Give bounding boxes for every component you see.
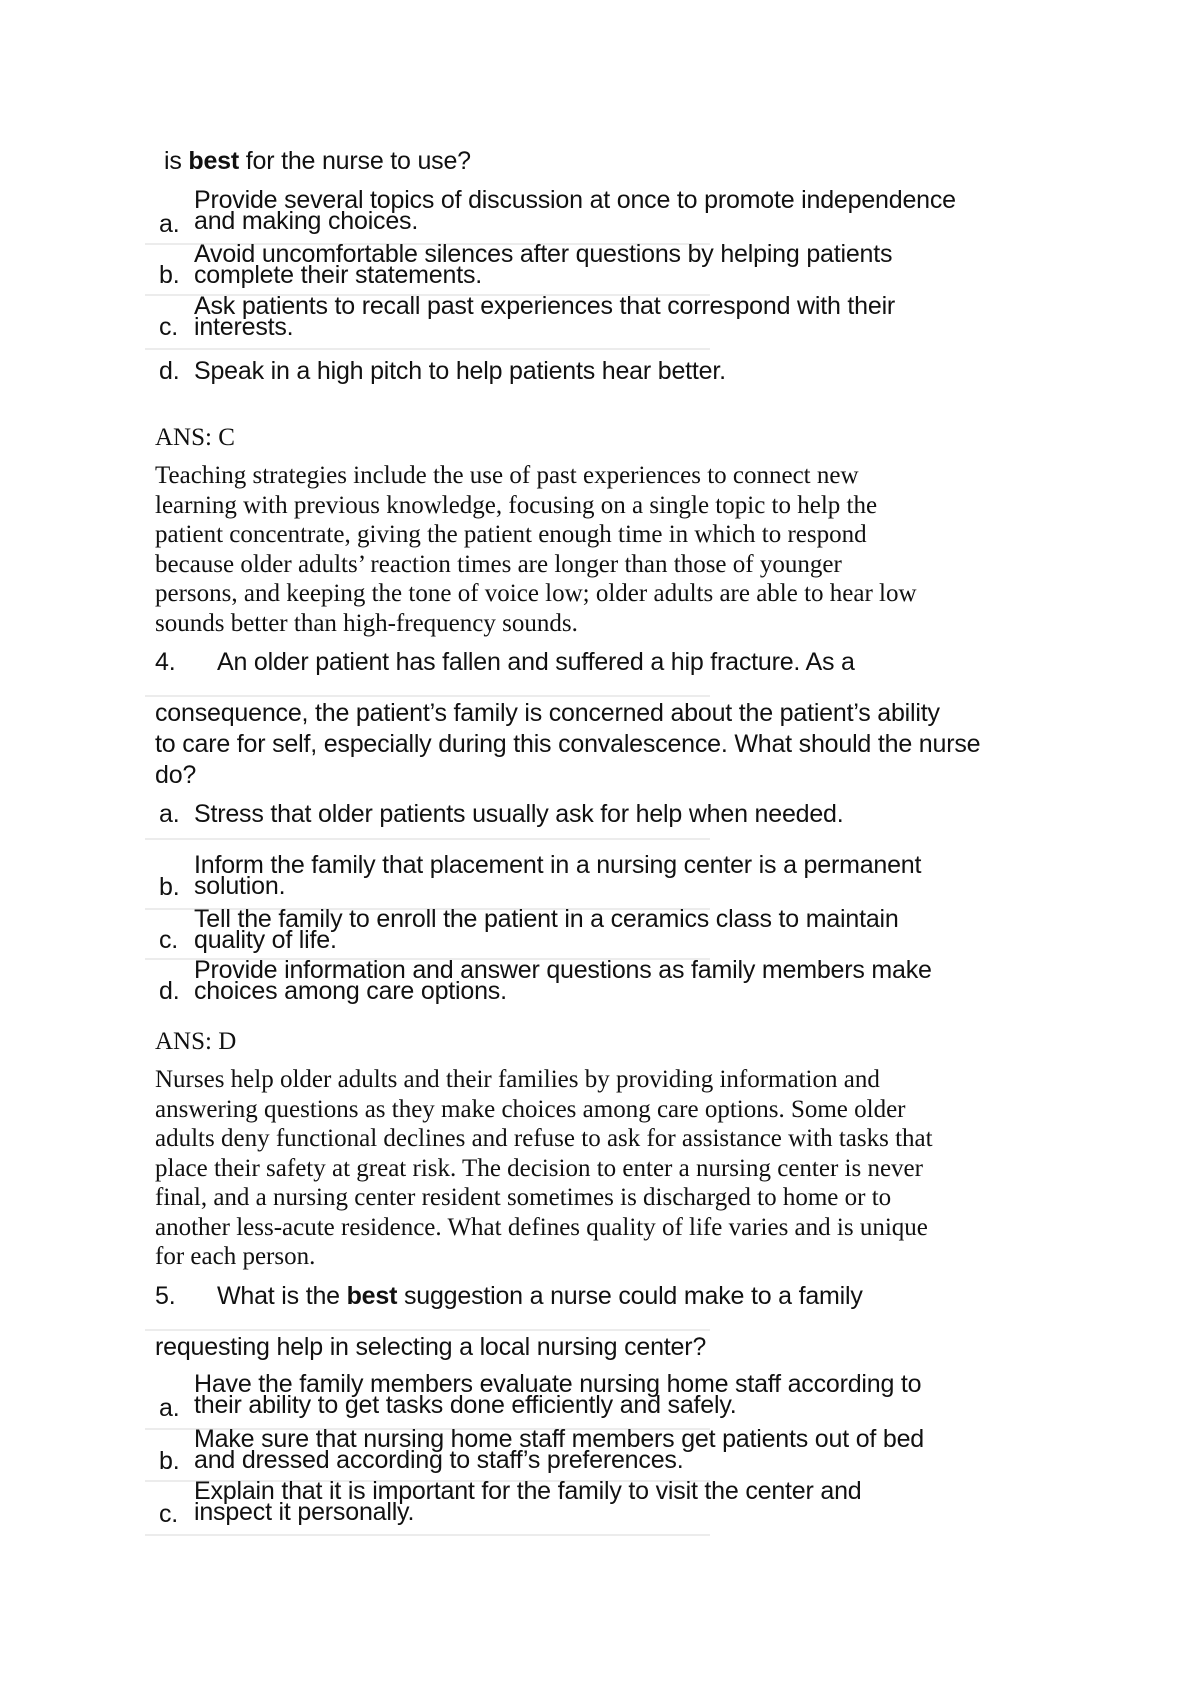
rationale-line: learning with previous knowledge, focusing on a single topic to help the (155, 491, 878, 519)
option-letter: b. (159, 873, 180, 901)
rationale-line: for each person. (155, 1243, 316, 1270)
divider (145, 838, 710, 840)
option-line: and dressed according to staff’s preferences. (194, 1446, 684, 1474)
option-letter: c. (159, 313, 179, 341)
stem-text-end: suggestion a nurse could make to a family (397, 1282, 863, 1310)
stem-text: What is the (217, 1282, 347, 1310)
q5-number: 5. (155, 1282, 176, 1310)
stem-bold: best (346, 1282, 398, 1310)
option-text (194, 1477, 862, 1526)
option-line: inspect it personally. (194, 1498, 415, 1526)
option-line: their ability to get tasks done efficiently and safely. (194, 1391, 737, 1419)
divider (145, 1534, 710, 1536)
option-text (194, 1370, 922, 1419)
option-text (194, 240, 893, 289)
q3-stem-text: is (164, 147, 189, 175)
option-letter: b. (159, 261, 180, 289)
divider (145, 348, 710, 350)
option-text (194, 186, 956, 235)
rationale-line: persons, and keeping the tone of voice low; older adults are able to hear low (155, 580, 917, 607)
q4-rationale (155, 1065, 1045, 1272)
option-line: and making choices. (194, 207, 419, 235)
rationale-line: patient concentrate, giving the patient enough time in which to respond (155, 521, 867, 548)
option-letter: a. (159, 210, 180, 238)
option-letter: b. (159, 1447, 180, 1475)
divider (145, 1329, 710, 1331)
q4-answer: ANS: D (155, 1028, 237, 1055)
option-text: Speak in a high pitch to help patients hear better. (194, 357, 726, 385)
q3-stem-text-end: for the nurse to use? (239, 147, 471, 175)
option-text: Stress that older patients usually ask for help when needed. (194, 800, 844, 828)
option-line: Provide several topics of discussion at once to promote independence (194, 186, 956, 214)
option-line: Provide information and answer questions as family members make (194, 956, 932, 984)
option-line: Have the family members evaluate nursing home staff according to (194, 1370, 922, 1398)
rationale-line: another less-acute residence. What defines quality of life varies and is unique (155, 1213, 928, 1241)
option-line: Make sure that nursing home staff members get patients out of bed (194, 1425, 925, 1453)
option-line: complete their statements. (194, 261, 482, 289)
option-text (194, 956, 932, 1005)
option-letter: a. (159, 1394, 180, 1422)
option-line: interests. (194, 313, 294, 341)
stem-line: to care for self, especially during this convalescence. What should the nurse (155, 730, 981, 758)
rationale-line: final, and a nursing center resident sometimes is discharged to home or to (155, 1184, 892, 1211)
rationale-line: place their safety at great risk. The decision to enter a nursing center is never (155, 1154, 923, 1182)
option-line: quality of life. (194, 926, 337, 954)
stem-line: consequence, the patient’s family is concerned about the patient’s ability (155, 699, 940, 727)
option-letter: a. (159, 800, 180, 828)
q3-answer: ANS: C (155, 424, 235, 451)
q3-stem-bold: best (188, 147, 240, 175)
q4-stem (155, 698, 980, 791)
option-letter: d. (159, 357, 180, 385)
stem-line: do? (155, 761, 197, 789)
option-line: choices among care options. (194, 977, 507, 1005)
rationale-line: Teaching strategies include the use of past experiences to connect new (155, 462, 859, 489)
rationale-line: adults deny functional declines and refuse to ask for assistance with tasks that (155, 1125, 933, 1152)
option-letter: c. (159, 926, 179, 954)
option-line: Explain that it is important for the family to visit the center and (194, 1477, 862, 1505)
option-line: Inform the family that placement in a nursing center is a permanent (194, 851, 922, 879)
option-line: Avoid uncomfortable silences after questions by helping patients (194, 240, 893, 268)
q5-stem-first (217, 1282, 863, 1311)
rationale-line: sounds better than high-frequency sounds. (155, 609, 578, 637)
option-letter: c. (159, 1500, 179, 1528)
option-line: solution. (194, 872, 286, 900)
option-text (194, 292, 896, 341)
option-text (194, 851, 922, 900)
rationale-line: because older adults’ reaction times are longer than those of younger (155, 550, 842, 578)
option-line: Tell the family to enroll the patient in a ceramics class to maintain (194, 905, 899, 933)
rationale-line: Nurses help older adults and their families by providing information and (155, 1066, 880, 1093)
option-text (194, 905, 899, 954)
option-text (194, 1425, 925, 1474)
option-line: Ask patients to recall past experiences that correspond with their (194, 292, 896, 320)
option-letter: d. (159, 977, 180, 1005)
q3-stem-tail (164, 147, 471, 176)
q5-stem-rest: requesting help in selecting a local nursing center? (155, 1333, 707, 1361)
rationale-line: answering questions as they make choices among care options. Some older (155, 1095, 906, 1123)
q4-stem-first: An older patient has fallen and suffered a hip fracture. As a (217, 648, 855, 676)
q3-rationale (155, 461, 1045, 638)
divider (145, 695, 710, 697)
q4-number: 4. (155, 648, 176, 676)
